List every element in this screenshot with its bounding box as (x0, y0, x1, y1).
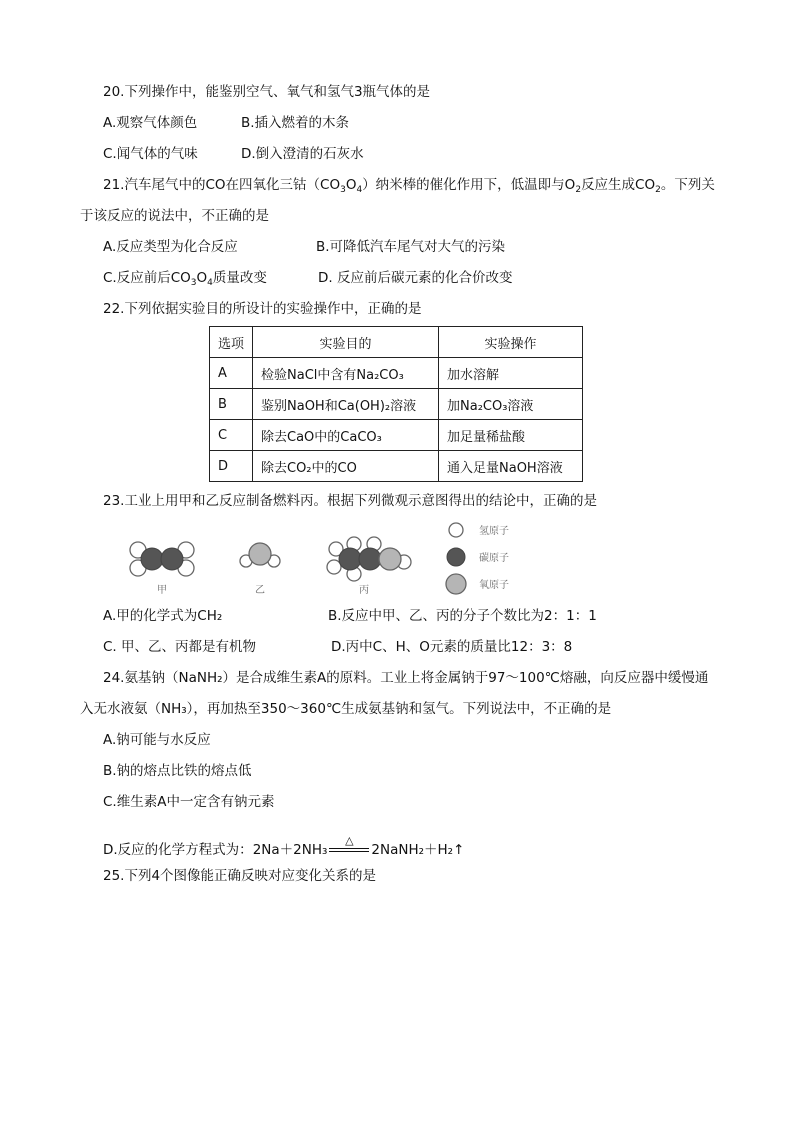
legend-carbon-label: 碳原子 (479, 553, 509, 564)
q23-stem: 23.工业上用甲和乙反应制备燃料丙。根据下列微观示意图得出的结论中，正确的是 (103, 493, 597, 509)
table-row (210, 420, 583, 451)
q25-stem: 25.下列4个图像能正确反映对应变化关系的是 (103, 868, 377, 884)
q24-eq-right: 2NaNH₂＋H₂↑ (371, 842, 465, 858)
q20-option-c: C.闻气体的气味 (103, 146, 198, 162)
q24-stem-line1: 24.氨基钠（NaNH₂）是合成维生素A的原料。工业上将金属钠于97～100℃熔融，向反应器中缓慢通 (103, 670, 709, 686)
molecule-diagram (118, 522, 558, 600)
q24-stem-line2: 入无水液氨（NH₃），再加热至350～360℃生成氨基钠和氢气。下列说法中，不正确的是 (80, 701, 612, 717)
q21-text-i: 。下列关 (660, 177, 715, 193)
table-row (210, 389, 583, 420)
table-header-row (210, 327, 583, 358)
legend-hydrogen-label: 氢原子 (479, 526, 509, 537)
row-option: B (210, 389, 253, 420)
q23-option-d: D.丙中C、H、O元素的质量比12：3：8 (331, 639, 573, 655)
label-yi: 乙 (255, 585, 265, 596)
header-goal: 实验目的 (253, 327, 439, 358)
q20-stem: 20.下列操作中，能鉴别空气、氧气和氢气3瓶气体的是 (103, 84, 431, 100)
row-option: D (210, 451, 253, 482)
q21-c-sub-2: 4 (207, 278, 213, 288)
carbon-atom (141, 548, 163, 570)
carbon-atom (339, 548, 361, 570)
q21-sub-4: 2 (655, 185, 661, 195)
q21-option-d: D. 反应前后碳元素的化合价改变 (318, 270, 513, 286)
q21-c-text-2: O (196, 270, 208, 286)
table-row (210, 451, 583, 482)
q21-sub-2: 4 (356, 185, 363, 195)
row-goal: 鉴别NaOH和Ca(OH)₂溶液 (253, 389, 439, 420)
q22-stem: 22.下列依据实验目的所设计的实验操作中，正确的是 (103, 301, 422, 317)
row-operation: 加Na₂CO₃溶液 (439, 389, 583, 420)
row-goal: 检验NaCl中含有Na₂CO₃ (253, 358, 439, 389)
q21-c-sub-1: 3 (190, 278, 197, 288)
q23-option-b: B.反应中甲、乙、丙的分子个数比为2：1：1 (328, 608, 597, 624)
header-option: 选项 (210, 327, 253, 358)
heat-condition-icon: △ (345, 834, 354, 847)
q21-c-text-1: C.反应前后CO (103, 270, 191, 286)
q24-option-a: A.钠可能与水反应 (103, 732, 211, 748)
legend-oxygen-icon (446, 574, 466, 594)
q21-stem-line2: 于该反应的说法中，不正确的是 (80, 208, 269, 224)
carbon-atom (359, 548, 381, 570)
q21-sub-3: 2 (575, 185, 582, 195)
legend-oxygen-label: 氧原子 (479, 580, 509, 591)
q24-d-prefix: D.反应的化学方程式为： (103, 842, 253, 858)
legend-carbon-icon (447, 548, 465, 566)
q23-option-a: A.甲的化学式为CH₂ (103, 608, 223, 624)
oxygen-atom (379, 548, 401, 570)
q21-c-text-3: 质量改变 (212, 270, 267, 286)
q21-option-c (103, 268, 267, 293)
label-bing: 丙 (359, 585, 369, 596)
row-operation: 通入足量NaOH溶液 (439, 451, 583, 482)
q24-option-c: C.维生素A中一定含有钠元素 (103, 794, 275, 810)
q21-text-a: 21.汽车尾气中的CO在四氧化三钴（CO (103, 177, 341, 193)
double-line-icon (329, 848, 369, 852)
q24-option-b: B.钠的熔点比铁的熔点低 (103, 763, 252, 779)
hydrogen-atom (327, 560, 341, 574)
q22-table (209, 326, 583, 482)
atom-legend (446, 523, 509, 594)
q24-option-d (103, 826, 464, 860)
reaction-arrow (327, 835, 371, 860)
q20-option-a: A.观察气体颜色 (103, 115, 198, 131)
q20-option-b: B.插入燃着的木条 (241, 115, 350, 131)
q24-eq-left: 2Na＋2NH₃ (252, 842, 328, 858)
header-operation: 实验操作 (439, 327, 583, 358)
q21-sub-1: 3 (340, 185, 346, 195)
row-operation: 加水溶解 (439, 358, 583, 389)
q21-option-b: B.可降低汽车尾气对大气的污染 (316, 239, 506, 255)
oxygen-atom (249, 543, 271, 565)
row-operation: 加足量稀盐酸 (439, 420, 583, 451)
q21-stem-line1 (103, 175, 715, 200)
table-row (210, 358, 583, 389)
q21-option-a: A.反应类型为化合反应 (103, 239, 238, 255)
q23-option-c: C. 甲、乙、丙都是有机物 (103, 639, 257, 655)
carbon-atom (161, 548, 183, 570)
row-goal: 除去CO₂中的CO (253, 451, 439, 482)
q21-text-e: ）纳米棒的催化作用下，低温即与O (362, 177, 576, 193)
row-option: C (210, 420, 253, 451)
legend-hydrogen-icon (449, 523, 463, 537)
q21-text-c: O (345, 177, 357, 193)
molecule-jia (130, 542, 194, 596)
molecule-bing (327, 537, 411, 596)
row-goal: 除去CaO中的CaCO₃ (253, 420, 439, 451)
molecule-yi (240, 543, 280, 596)
q21-text-g: 反应生成CO (581, 177, 656, 193)
label-jia: 甲 (157, 585, 167, 596)
row-option: A (210, 358, 253, 389)
q20-option-d: D.倒入澄清的石灰水 (241, 146, 364, 162)
